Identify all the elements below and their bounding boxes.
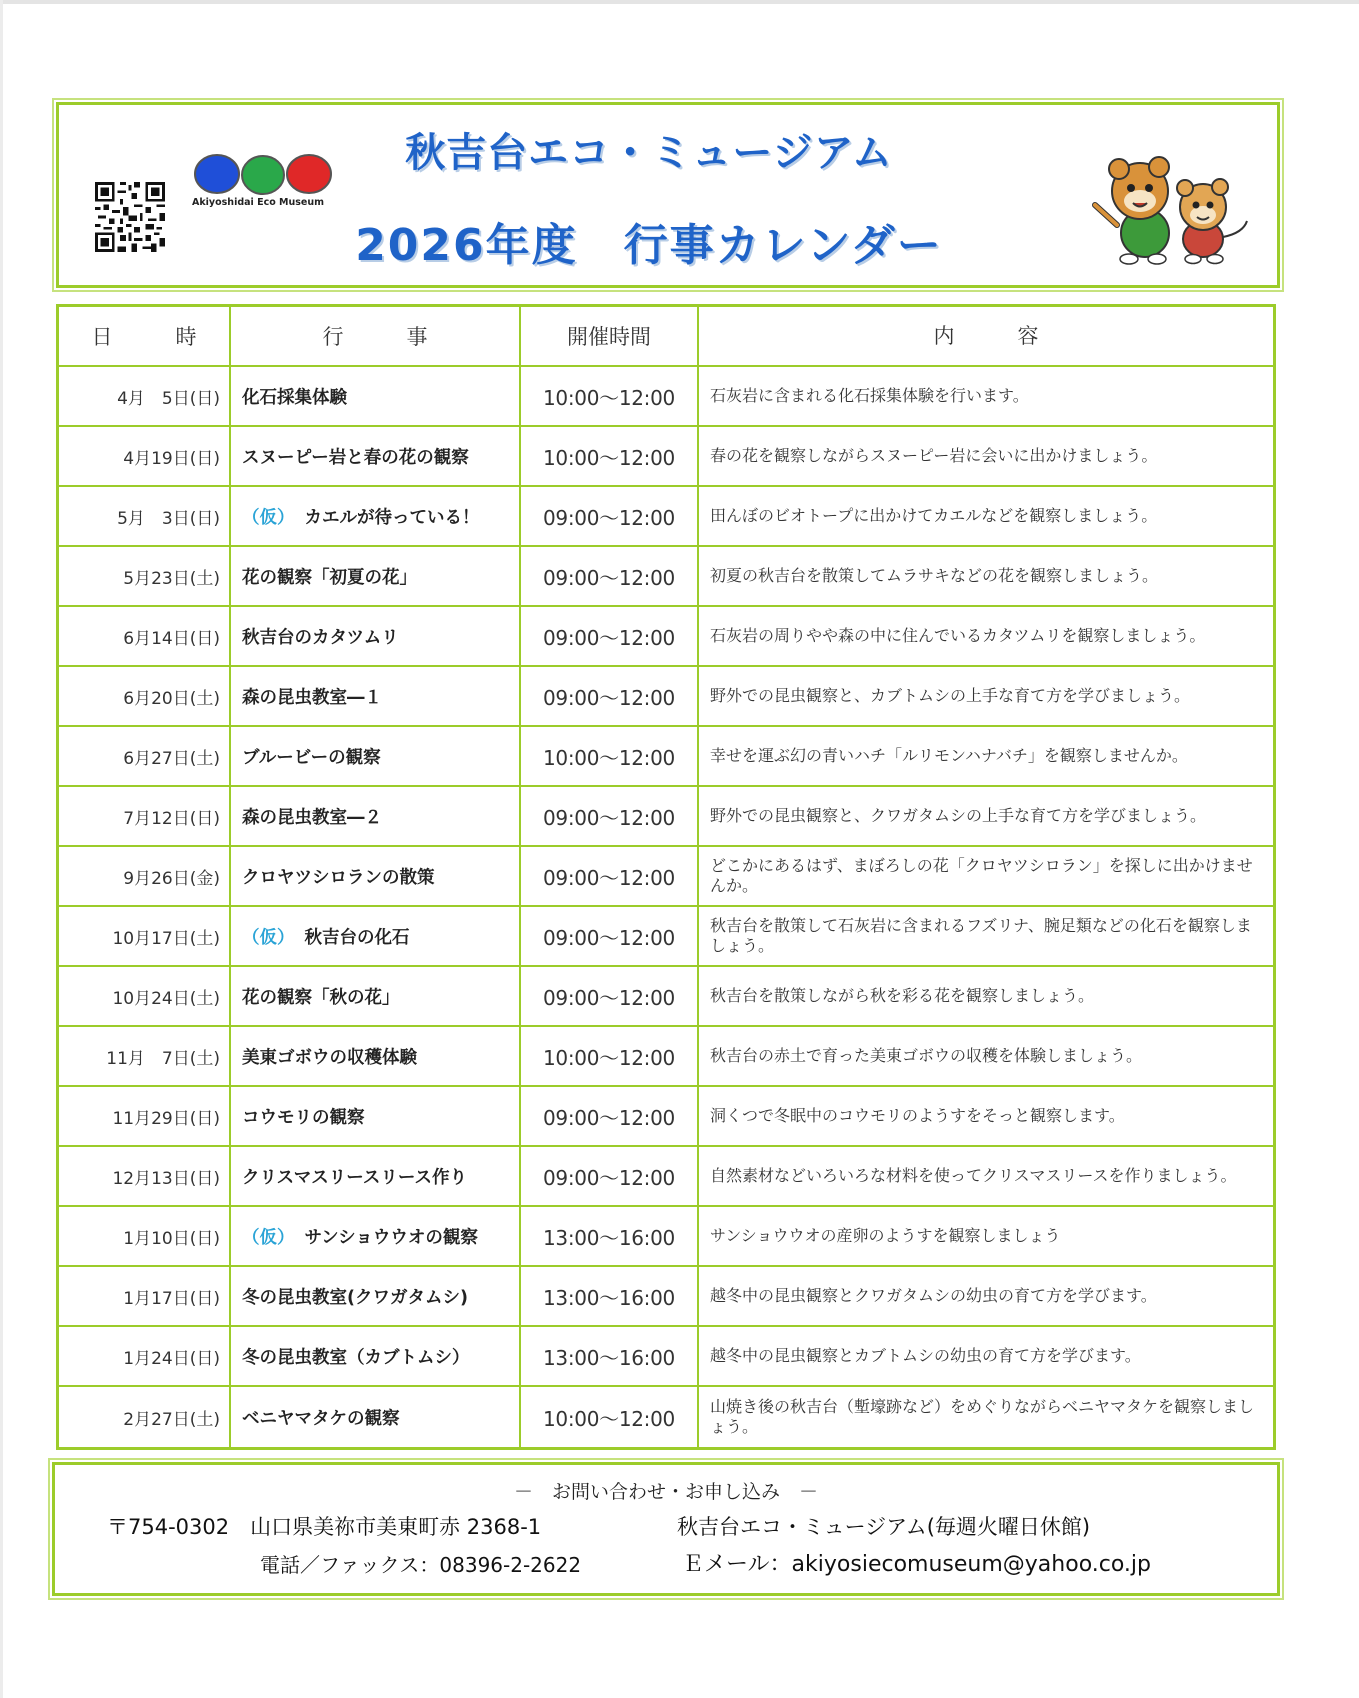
event-name-cell — [231, 487, 521, 545]
event-name: 美東ゴボウの収穫体験 — [242, 1047, 417, 1068]
event-name-cell — [231, 1387, 521, 1447]
mascot-illustration — [1085, 155, 1255, 265]
event-name: クロヤツシロランの散策 — [242, 867, 435, 888]
event-name-cell — [231, 1267, 521, 1325]
event-description: 田んぼのビオトープに出かけてカエルなどを観察しましょう。 — [710, 506, 1158, 525]
event-name-cell — [231, 787, 521, 845]
event-name: 冬の昆虫教室(クワガタムシ) — [242, 1287, 468, 1308]
table-row — [59, 787, 1273, 847]
page-subtitle: 2026年度 行事カレンダー — [355, 220, 943, 271]
table-row — [59, 967, 1273, 1027]
event-time: 13:00～16:00 — [521, 1327, 699, 1385]
event-name-cell — [231, 427, 521, 485]
event-time: 13:00～16:00 — [521, 1267, 699, 1325]
event-time: 10:00～12:00 — [521, 1027, 699, 1085]
table-row — [59, 1387, 1273, 1447]
event-time: 09:00～12:00 — [521, 1147, 699, 1205]
event-date: 1月10日(日) — [59, 1207, 231, 1265]
event-name: 森の昆虫教室―１ — [242, 687, 382, 708]
event-name: 森の昆虫教室―２ — [242, 807, 382, 828]
event-date: 5月 3日(日) — [59, 487, 231, 545]
event-time: 10:00～12:00 — [521, 427, 699, 485]
event-name-cell — [231, 1207, 521, 1265]
event-name: スヌーピー岩と春の花の観察 — [242, 447, 469, 468]
table-row — [59, 547, 1273, 607]
event-date: 7月12日(日) — [59, 787, 231, 845]
event-name-cell — [231, 1027, 521, 1085]
event-date: 4月19日(日) — [59, 427, 231, 485]
page-left-edge — [0, 0, 3, 1698]
table-row — [59, 1027, 1273, 1087]
event-date: 1月17日(日) — [59, 1267, 231, 1325]
table-row — [59, 427, 1273, 487]
page-title: 秋吉台エコ・ミュージアム — [405, 130, 893, 176]
table-row — [59, 1267, 1273, 1327]
event-name: 秋吉台のカタツムリ — [242, 627, 399, 648]
qr-code-icon — [92, 182, 168, 252]
page-top-edge — [0, 0, 1359, 4]
event-name-cell — [231, 547, 521, 605]
event-time: 09:00～12:00 — [521, 1087, 699, 1145]
event-date: 11月29日(日) — [59, 1087, 231, 1145]
logo-text: Akiyoshidai Eco Museum — [192, 197, 325, 208]
event-name: クリスマスリースリース作り — [242, 1167, 468, 1188]
event-name-cell — [231, 667, 521, 725]
header-time: 開催時間 — [521, 307, 699, 365]
event-time: 09:00～12:00 — [521, 967, 699, 1025]
table-row — [59, 1207, 1273, 1267]
event-name: 冬の昆虫教室（カブトムシ） — [242, 1347, 470, 1368]
event-description: 自然素材などいろいろな材料を使ってクリスマスリースを作りましょう。 — [710, 1166, 1237, 1185]
event-description: 山焼き後の秋吉台（塹壕跡など）をめぐりながらベニヤマタケを観察しましょう。 — [710, 1397, 1255, 1436]
event-name: 花の観察「秋の花」 — [242, 987, 400, 1008]
event-date: 6月27日(土) — [59, 727, 231, 785]
table-row — [59, 907, 1273, 967]
event-name: カエルが待っている！ — [304, 507, 480, 528]
event-name-cell — [231, 727, 521, 785]
table-row — [59, 367, 1273, 427]
table-header-row — [59, 307, 1273, 367]
event-date: 5月23日(土) — [59, 547, 231, 605]
event-description: 洞くつで冬眠中のコウモリのようすをそっと観察します。 — [710, 1106, 1125, 1125]
event-description: 秋吉台を散策して石灰岩に含まれるフズリナ、腕足類などの化石を観察しましょう。 — [710, 916, 1252, 955]
phone-fax: 電話／ファックス：08396-2-2622 — [260, 1553, 582, 1577]
header-box — [56, 102, 1280, 288]
event-description: 越冬中の昆虫観察とカブトムシの幼虫の育て方を学びます。 — [710, 1346, 1141, 1365]
event-name-cell — [231, 607, 521, 665]
contact-box — [52, 1462, 1280, 1596]
event-name-cell — [231, 367, 521, 425]
event-date: 10月24日(土) — [59, 967, 231, 1025]
event-name: コウモリの観察 — [242, 1107, 365, 1128]
event-name: ベニヤマタケの観察 — [242, 1408, 400, 1429]
event-date: 2月27日(土) — [59, 1387, 231, 1447]
header-date: 日 時 — [59, 307, 231, 365]
contact-heading: － お問い合わせ・お申し込み － — [513, 1481, 818, 1503]
table-row — [59, 1147, 1273, 1207]
event-time: 13:00～16:00 — [521, 1207, 699, 1265]
event-name: ブルービーの観察 — [242, 747, 381, 768]
table-row — [59, 667, 1273, 727]
event-name: 花の観察「初夏の花」 — [242, 567, 417, 588]
event-time: 10:00～12:00 — [521, 367, 699, 425]
event-description: 幸せを運ぶ幻の青いハチ「ルリモンハナバチ」を観察しませんか。 — [710, 746, 1188, 765]
tentative-label: （仮） — [242, 927, 295, 948]
event-description: 石灰岩に含まれる化石採集体験を行います。 — [710, 386, 1029, 405]
event-name: サンショウウオの観察 — [304, 1227, 478, 1248]
email-address: Ｅメール：akiyosiecomuseum@yahoo.co.jp — [682, 1552, 1151, 1577]
event-name-cell — [231, 847, 521, 905]
tentative-label: （仮） — [242, 507, 295, 528]
event-date: 12月13日(日) — [59, 1147, 231, 1205]
event-description: サンショウウオの産卵のようすを観察しましょう — [710, 1226, 1061, 1245]
event-description: 初夏の秋吉台を散策してムラサキなどの花を観察しましょう。 — [710, 566, 1159, 585]
event-date: 10月17日(土) — [59, 907, 231, 965]
header-content: 内 容 — [933, 324, 1039, 348]
event-name-cell — [231, 1147, 521, 1205]
museum-name: 秋吉台エコ・ミュージアム(毎週火曜日休館) — [677, 1515, 1091, 1539]
event-time: 09:00～12:00 — [521, 547, 699, 605]
event-date: 9月26日(金) — [59, 847, 231, 905]
event-description: 秋吉台を散策しながら秋を彩る花を観察しましょう。 — [710, 986, 1095, 1005]
postal-address: 〒754-0302 山口県美祢市美東町赤 2368-1 — [107, 1515, 542, 1539]
table-row — [59, 607, 1273, 667]
event-description: 越冬中の昆虫観察とクワガタムシの幼虫の育て方を学びます。 — [710, 1286, 1157, 1305]
event-date: 6月14日(日) — [59, 607, 231, 665]
table-row — [59, 847, 1273, 907]
event-description: 春の花を観察しながらスヌーピー岩に会いに出かけましょう。 — [710, 446, 1158, 465]
tentative-label: （仮） — [242, 1227, 295, 1248]
event-name-cell — [231, 907, 521, 965]
event-name-cell — [231, 1087, 521, 1145]
event-name-cell — [231, 1327, 521, 1385]
event-calendar-table — [56, 304, 1276, 1450]
event-description: 野外での昆虫観察と、クワガタムシの上手な育て方を学びましょう。 — [710, 806, 1207, 825]
event-date: 11月 7日(土) — [59, 1027, 231, 1085]
event-time: 09:00～12:00 — [521, 487, 699, 545]
event-time: 10:00～12:00 — [521, 1387, 699, 1447]
event-description: どこかにあるはず、まぼろしの花「クロヤツシロラン」を探しに出かけませんか。 — [710, 856, 1253, 895]
table-row — [59, 487, 1273, 547]
table-row — [59, 1087, 1273, 1147]
event-name: 秋吉台の化石 — [304, 927, 410, 948]
event-time: 09:00～12:00 — [521, 907, 699, 965]
event-time: 09:00～12:00 — [521, 607, 699, 665]
event-date: 1月24日(日) — [59, 1327, 231, 1385]
event-time: 09:00～12:00 — [521, 667, 699, 725]
event-description: 秋吉台の赤土で育った美東ゴボウの収穫を体験しましょう。 — [710, 1046, 1143, 1065]
event-description: 野外での昆虫観察と、カブトムシの上手な育て方を学びましょう。 — [710, 686, 1191, 705]
event-description: 石灰岩の周りやや森の中に住んでいるカタツムリを観察しましょう。 — [710, 626, 1206, 645]
event-time: 10:00～12:00 — [521, 727, 699, 785]
event-time: 09:00～12:00 — [521, 847, 699, 905]
event-name-cell — [231, 967, 521, 1025]
event-name: 化石採集体験 — [242, 387, 347, 408]
header-event: 行 事 — [231, 307, 521, 365]
event-date: 4月 5日(日) — [59, 367, 231, 425]
table-row — [59, 1327, 1273, 1387]
table-row — [59, 727, 1273, 787]
event-date: 6月20日(土) — [59, 667, 231, 725]
event-time: 09:00～12:00 — [521, 787, 699, 845]
